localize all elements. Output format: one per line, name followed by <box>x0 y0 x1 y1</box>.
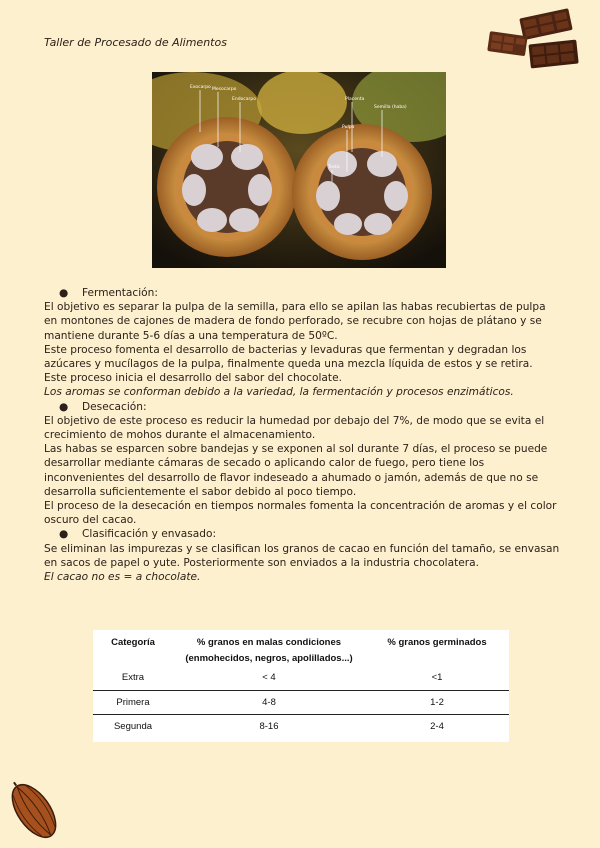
table-cell: Segunda <box>113 720 153 732</box>
section-heading-fermentacion: ● Fermentación: <box>59 287 158 299</box>
cocoa-pod-icon <box>4 776 64 846</box>
table-row <box>93 714 509 738</box>
paragraph-italic: Los aromas se conforman debido a la variedad, la fermentación y procesos enzimáticos. <box>44 386 514 399</box>
paragraph: Este proceso fomenta el desarrollo de bacterias y levaduras que fermentan y degradan los azúcares y mucílagos de la pulpa, finalmente queda una mezcla líquida de estos y se retira. <box>44 343 533 371</box>
table-cell: 8-16 <box>259 720 279 732</box>
paragraph: El proceso de la desecación en tiempos normales fomenta la concentración de aromas y el color oscuro del cacao. <box>44 500 557 527</box>
photo-label: Exocarpo <box>190 85 211 90</box>
paragraph: Este proceso inicia el desarrollo del sabor del chocolate. <box>44 372 342 385</box>
table-header-malas-condiciones: % granos en malas condiciones <box>196 636 342 648</box>
table-cell: 1-2 <box>430 696 444 708</box>
chocolate-bar-icon <box>484 8 584 72</box>
paragraph: Se eliminan las impurezas y se clasifican los granos de cacao en función del tamaño, se envasan en sacos de papel o yute. Posteriormente son enviados a la industria chocolatera. <box>44 542 560 569</box>
photo-label: Pulpa <box>342 125 355 130</box>
paragraph: El objetivo es separar la pulpa de la semilla, para ello se apilan las habas recubiertas de pulpa en montones de cajones de madera de fondo perforado, se recubre con hojas de plátano y se mantiene durante 5-6 días a una temperatura de 50ºC. <box>44 301 546 342</box>
table-cell: < 4 <box>262 672 276 684</box>
section-heading-desecacion: ● Desecación: <box>59 400 147 413</box>
table-cell: Extra <box>121 672 145 684</box>
document-body <box>44 286 560 584</box>
page-header-title: Taller de Procesado de Alimentos <box>44 36 227 49</box>
photo-label: Mesocarpo <box>212 87 237 92</box>
table-row <box>93 690 509 714</box>
paragraph-italic: El cacao no es = a chocolate. <box>44 571 201 584</box>
table-cell: Primera <box>116 696 150 708</box>
cocoa-pod-cross-section-image <box>152 72 446 268</box>
table-row <box>93 666 509 690</box>
photo-label: Semilla (haba) <box>374 105 407 110</box>
photo-label: Placenta <box>345 97 365 102</box>
paragraph: Las habas se esparcen sobre bandejas y se exponen al sol durante 7 días, el proceso se puede desarrollar mediante cámaras de secado o aplicando calor de fuego, pero tiene los inconvenientes del desarrollo de flavor indeseado a ahumado o jamón, además de que no se desarrolla suficientemente el sabor debido al poco tiempo. <box>44 443 548 498</box>
section-heading-clasificacion: ● Clasificación y envasado: <box>59 528 217 541</box>
paragraph: El objetivo de este proceso es reducir la humedad por debajo del 7%, de modo que se evita el crecimiento de mohos durante el almacenamiento. <box>44 414 545 442</box>
table-header-germinados: % granos germinados <box>387 636 487 648</box>
table-cell: 4-8 <box>262 696 276 708</box>
photo-label: Testa <box>328 165 340 170</box>
table-header-categoria: Categoría <box>111 636 155 648</box>
table-cell: 2-4 <box>430 720 444 732</box>
cocoa-grading-table <box>93 630 509 742</box>
photo-label: Endocarpo <box>232 97 256 102</box>
table-subheader: (enmohecidos, negros, apolillados...) <box>185 652 353 664</box>
table-cell: <1 <box>431 672 443 684</box>
